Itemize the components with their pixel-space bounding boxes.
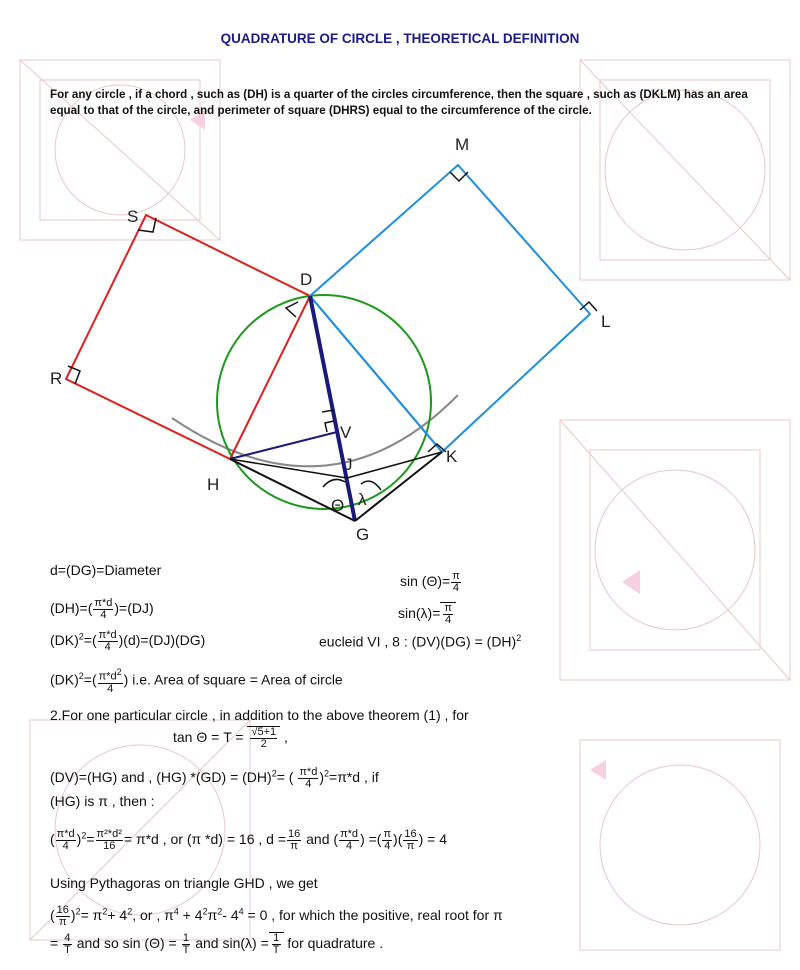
red-square	[66, 215, 313, 459]
formula-sin-lambda: sin(λ)= $\frac{\pi}{4}$	[398, 602, 456, 626]
label-l: L	[601, 312, 611, 331]
label-j: J	[344, 455, 353, 474]
fraction: $\frac{1}{T}$	[272, 932, 280, 956]
blue-square	[310, 165, 590, 452]
label-theta: Θ	[331, 496, 345, 515]
intro-paragraph: For any circle , if a chord , such as (DH) is a quarter of the circles circumference, then the square , such as (DKLM) has an area equal to that of the circle, and perimeter of square (DHRS) equal to the circumference of the circle.	[50, 88, 748, 117]
fraction: $\frac{\pi*d}{4}$	[94, 597, 113, 621]
segment-hv	[230, 432, 337, 459]
fraction: $\frac{\pi*d}{4}$	[98, 629, 117, 653]
formula-main-equation: ( $\frac{\pi*d}{4}$ )$^2$= $\frac{\text{π²*d²}}{16}$ = π*d , or (π *d) = 16 , d = $\frac{16}{\pi}$ and ( $\frac{\pi*d}{4}$ ) =( $\frac{\pi}{4}$ )( $\frac{16}{\pi}$ ) = 4	[50, 828, 448, 852]
formula-hg: (HG) is π , then :	[50, 793, 155, 809]
label-k: K	[446, 447, 458, 466]
right-angle-d	[286, 302, 298, 317]
segment-gk	[355, 452, 442, 521]
fraction: $\frac{\text{π²*d²}}{16}$	[96, 828, 122, 852]
fraction: $\frac{\pi}{4}$	[452, 570, 460, 594]
pythagoras-line: Using Pythagoras on triangle GHD , we get	[50, 875, 318, 891]
fraction: $\frac{16}{\pi}$	[56, 904, 69, 928]
formula-pythagoras: ( $\frac{16}{\pi}$ )$^2= \pi^2+ 4^2$, or , $\pi^4 + 4^2\pi^2-$ $4^4 = 0$ , for which the positive, real root for π	[50, 904, 503, 928]
fraction: $\frac{\pi*d}{4}$	[299, 766, 318, 790]
fraction: $\frac{1}{T}$	[182, 932, 190, 956]
fraction: $\frac{16}{\pi}$	[288, 828, 301, 852]
segment-jk	[347, 452, 442, 478]
label-s: S	[127, 207, 139, 226]
diagonal-dk	[310, 296, 442, 452]
paragraph-2: 2.For one particular circle , in addition to the above theorem (1) , for	[50, 707, 469, 723]
label-h: H	[207, 475, 220, 494]
fraction: $\frac{\pi*d^2}{4}$	[98, 667, 122, 695]
label-r: R	[50, 369, 63, 388]
formula-euclid: eucleid VI , 8 : (DV)(DG) = (DH)$^2$	[319, 633, 522, 650]
formula-sin-theta: sin (Θ)= $\frac{\pi}{4}$	[400, 570, 460, 594]
formula-tan: tan Θ = T = $\frac{√5+1}{2}$ ,	[173, 726, 288, 750]
fraction: $\frac{16}{\pi}$	[404, 828, 417, 852]
formula-dh: (DH)=( $\frac{\pi*d}{4}$ )=(DJ)	[50, 597, 154, 621]
fraction: $\frac{\pi*d}{4}$	[340, 828, 359, 852]
right-angle-v	[325, 421, 334, 432]
gray-arc	[172, 395, 458, 466]
formula-quadrature: = $\frac{4}{T}$ and so sin (Θ) = $\frac{1}{T}$ and sin(λ) = $\frac{1}{T}$ for quadrature .	[50, 932, 384, 956]
angle-arc-lambda	[361, 481, 381, 490]
page-title: QUADRATURE OF CIRCLE , THEORETICAL DEFINITION	[220, 31, 580, 46]
formula-dv: (DV)=(HG) and , (HG) *(GD) = (DH)$^2$= ( $\frac{\pi*d}{4}$ )$^2$=π*d , if	[50, 766, 379, 790]
fraction: $\frac{4}{T}$	[64, 932, 71, 956]
label-d: D	[300, 270, 313, 289]
fraction: $\frac{\pi}{4}$	[383, 828, 392, 852]
fraction: $\frac{\pi}{4}$	[444, 602, 452, 626]
label-lambda: λ	[358, 490, 367, 509]
label-m: M	[455, 135, 470, 154]
angle-arc-theta	[323, 479, 345, 487]
label-g: G	[356, 525, 370, 544]
label-v: V	[340, 423, 352, 442]
diameter-dg	[310, 296, 355, 521]
formula-area: (DK)$^2$=( $\frac{\pi*d^2}{4}$ ) i.e. Area of square = Area of circle	[50, 667, 343, 695]
formula-dk: (DK)$^2$=( $\frac{\pi*d}{4}$ )(d)=(DJ)(DG)	[50, 629, 206, 653]
fraction: $\frac{√5+1}{2}$	[251, 726, 277, 750]
formula-diameter: d=(DG)=Diameter	[50, 562, 162, 578]
fraction: $\frac{\pi*d}{4}$	[56, 828, 75, 852]
